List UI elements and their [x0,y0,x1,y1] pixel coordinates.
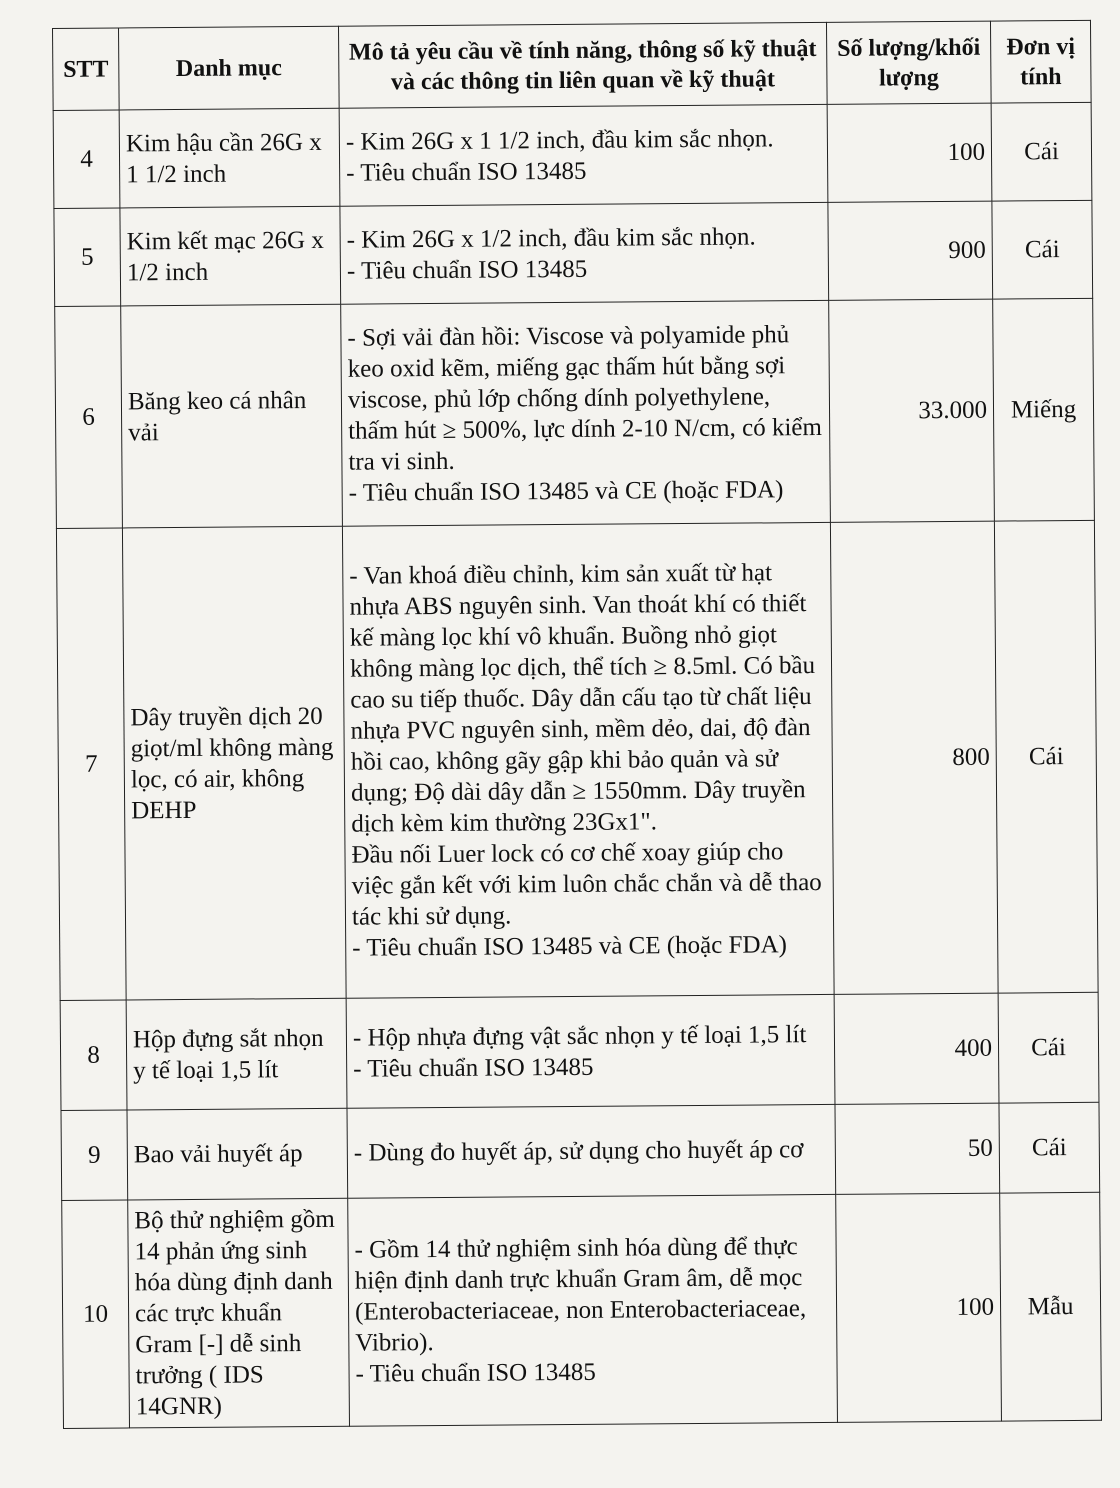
row-stt: 4 [53,110,120,209]
specification-table [52,20,1102,1429]
table-row [54,200,1093,306]
row-qty: 50 [835,1103,1000,1194]
desc-line: - Gồm 14 thử nghiệm sinh hóa dùng để thực hiện định danh trực khuẩn Gram âm, dễ mọc (Enterobacteriaceae, non Enterobacteriaceae, Vibrio). [354,1233,807,1357]
desc-line: - Tiêu chuẩn ISO 13485 [346,157,587,187]
row-desc [339,104,828,206]
row-name: Hộp đựng sắt nhọn y tế loại 1,5 lít [126,998,347,1110]
header-name: Danh mục [119,26,340,110]
desc-line: - Van khoá điều chỉnh, kim sản xuất từ hạt nhựa ABS nguyên sinh. Van thoát khí có thiết kế màng lọc khí vô khuẩn. Buồng nhỏ giọt không màng lọc dịch, thể tích ≥ 8.5ml. Có bầu cao su tiếp thuốc. Dây dẫn cấu tạo từ chất liệu nhựa PVC nguyên sinh, mềm dẻo, dai, độ đàn hồi cao, không gãy gập khi bảo quản và sử dụng; Độ dài dây dẫn ≥ 1550mm. Dây truyền dịch kèm kim thường 23Gx1". [349,559,816,838]
row-desc [347,1104,836,1198]
table-row [62,1192,1102,1428]
row-stt: 7 [56,528,126,1001]
row-desc [348,1194,838,1426]
row-stt: 9 [61,1110,128,1201]
desc-line: - Tiêu chuẩn ISO 13485 và CE (hoặc FDA) [348,475,784,507]
table-header-row [53,20,1092,110]
row-name: Kim kết mạc 26G x 1/2 inch [120,206,341,306]
row-unit: Cái [998,992,1099,1103]
table-row [55,298,1095,528]
desc-line: - Tiêu chuẩn ISO 13485 [346,255,588,285]
row-qty: 400 [834,993,999,1104]
row-name: Dây truyền dịch 20 giọt/ml không màng lọc, có air, không DEHP [122,526,346,1000]
desc-line: - Tiêu chuẩn ISO 13485 [355,1358,596,1388]
row-desc [342,522,834,998]
desc-line: - Tiêu chuẩn ISO 13485 [353,1053,594,1083]
row-stt: 5 [54,208,121,307]
table-row [60,992,1099,1110]
row-name: Bao vải huyết áp [127,1108,348,1200]
desc-line: - Dùng đo huyết áp, sử dụng cho huyết áp cơ [353,1136,804,1167]
row-qty: 33.000 [829,299,995,522]
desc-line: - Tiêu chuẩn ISO 13485 và CE (hoặc FDA) [352,931,788,962]
header-qty: Số lượng/khối lượng [826,21,991,104]
row-name: Băng keo cá nhân vải [121,304,343,528]
table-row [61,1102,1100,1200]
desc-line: Đầu nối Luer lock có cơ chế xoay giúp cho việc gắn kết với kim luôn chắc chắn và dễ thao tác khi sử dụng. [351,838,822,931]
row-unit: Miếng [993,298,1095,521]
desc-line: - Sợi vải đàn hồi: Viscose và polyamide phủ keo oxid kẽm, miếng gạc thấm hút bằng sợi viscose, phủ lớp chống dính polyethylene, thấm hút ≥ 500%, lực dính 2-10 N/cm, có kiểm tra vi sinh. [347,320,822,476]
row-unit: Cái [994,520,1098,993]
row-stt: 8 [60,1000,127,1111]
header-unit: Đơn vị tính [990,20,1091,103]
row-unit: Mẫu [1000,1192,1102,1421]
row-desc [340,202,829,304]
row-qty: 100 [827,103,992,202]
row-name: Bộ thử nghiệm gồm 14 phản ứng sinh hóa dùng định danh các trực khuẩn Gram [-] dễ sinh trưởng ( IDS 14GNR) [128,1198,350,1428]
row-name: Kim hậu cần 26G x 1 1/2 inch [119,108,340,208]
row-unit: Cái [999,1102,1100,1193]
row-unit: Cái [992,200,1093,299]
row-qty: 100 [836,1193,1002,1422]
row-unit: Cái [991,102,1092,201]
table-row [56,520,1098,1000]
row-qty: 900 [828,201,993,300]
desc-line: - Hộp nhựa đựng vật sắc nhọn y tế loại 1,5 lít [352,1020,807,1052]
row-qty: 800 [830,521,998,994]
table-row [53,102,1092,208]
desc-line: - Kim 26G x 1 1/2 inch, đầu kim sắc nhọn. [345,124,774,156]
header-desc: Mô tả yêu cầu về tính năng, thông số kỹ thuật và các thông tin liên quan về kỹ thuật [338,22,827,108]
row-stt: 6 [55,306,123,529]
row-desc [346,994,835,1108]
desc-line: - Kim 26G x 1/2 inch, đầu kim sắc nhọn. [346,222,756,254]
row-desc [341,300,831,526]
header-stt: STT [53,28,120,111]
row-stt: 10 [62,1200,130,1429]
